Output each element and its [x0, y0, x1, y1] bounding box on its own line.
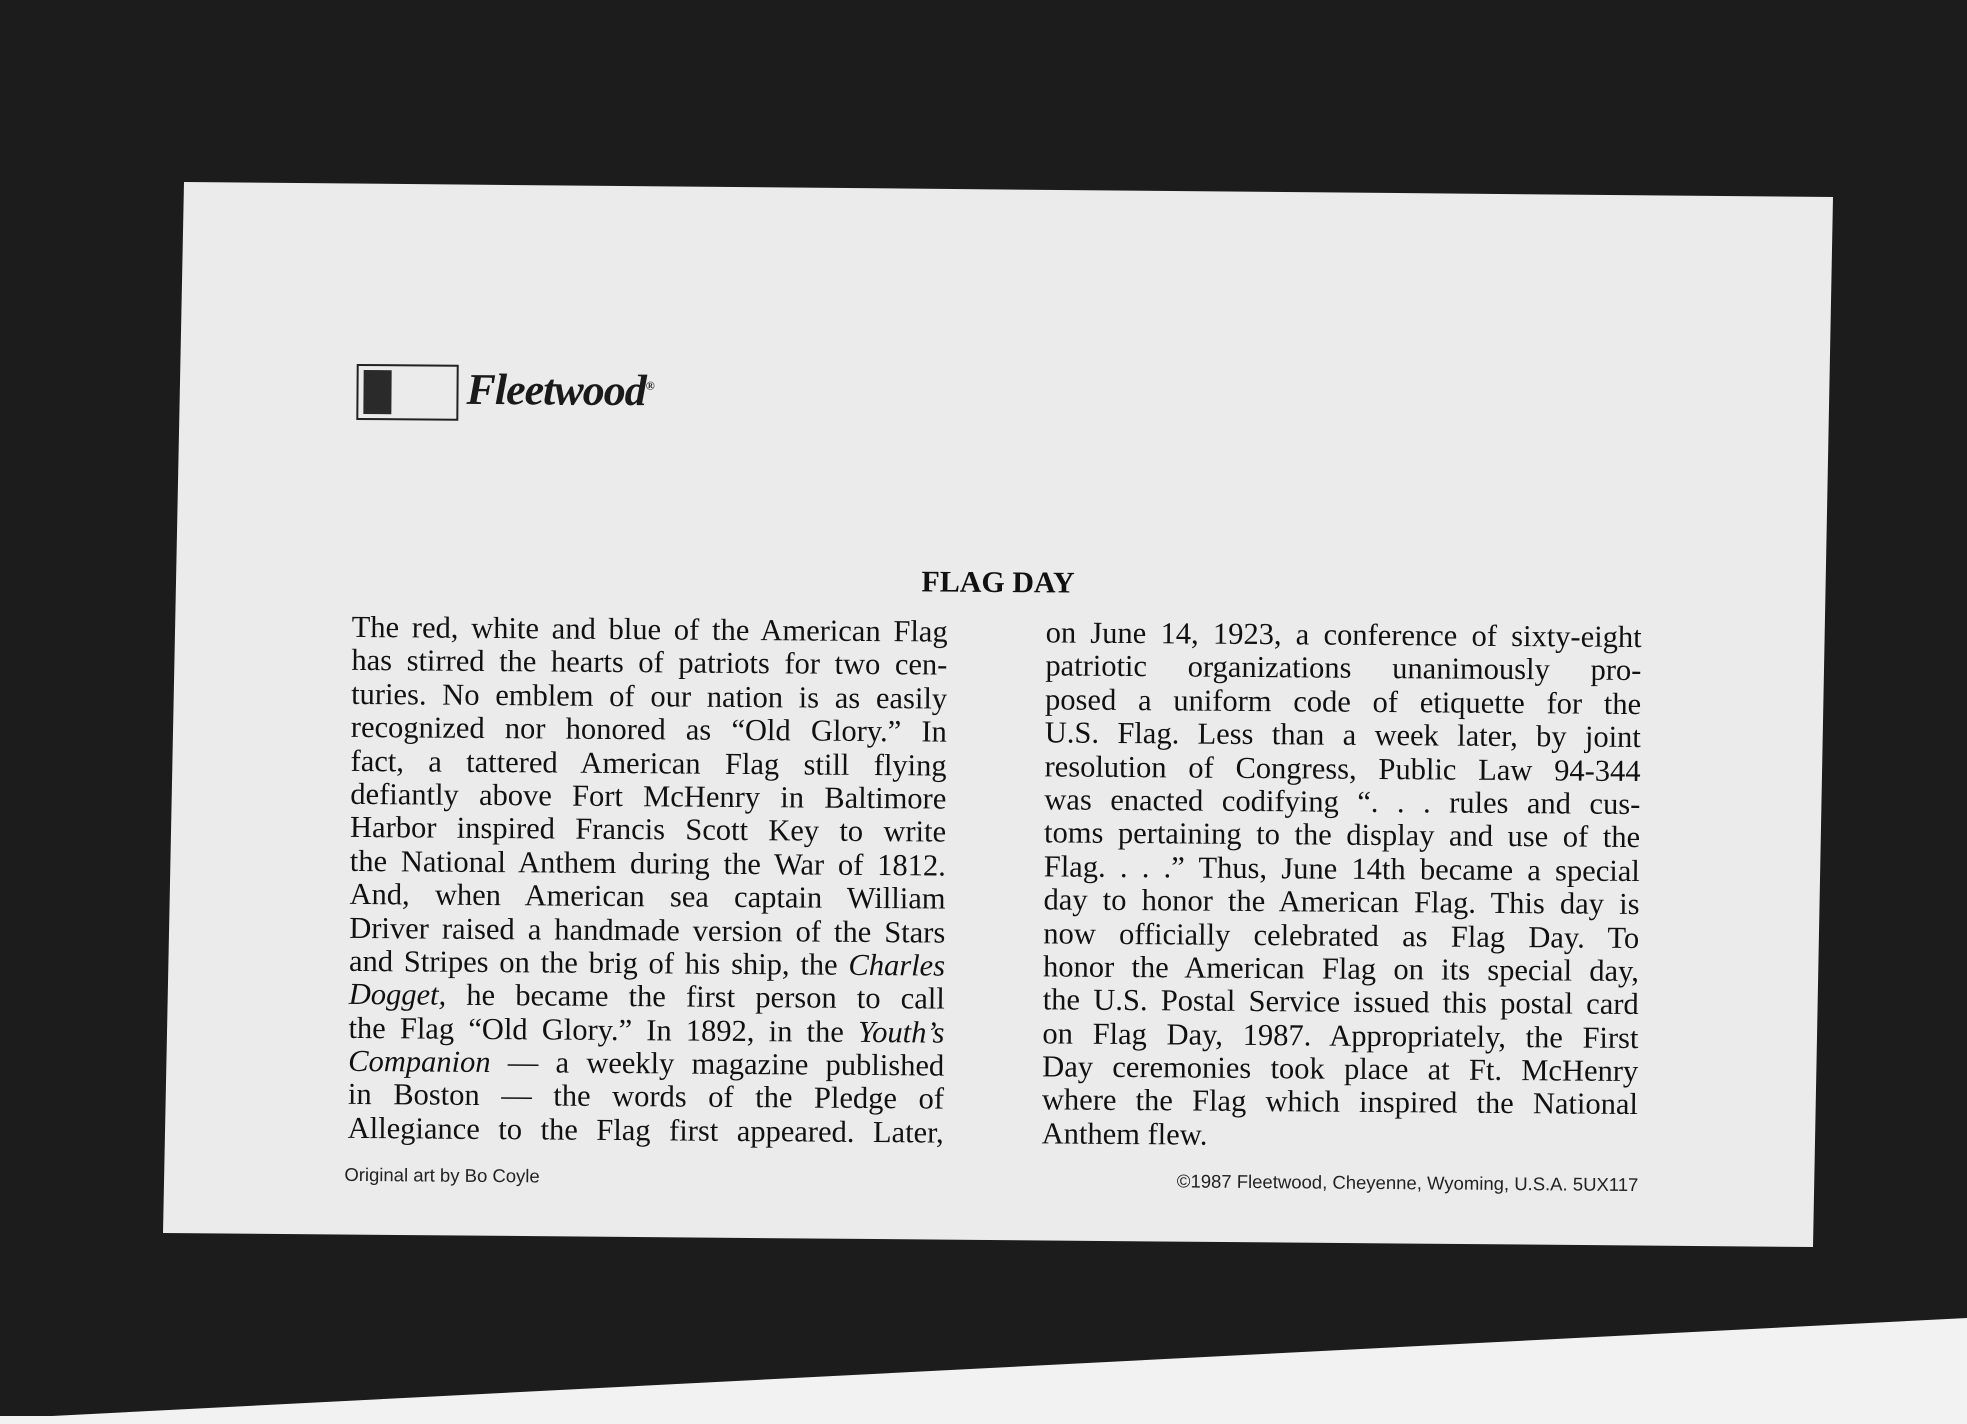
- body-text: posed a uniform code of etiquette for the: [1044, 682, 1642, 721]
- body-text: toms pertaining to the display and use of the: [1043, 815, 1641, 855]
- body-text: Allegiance to the Flag first appeared. Later,: [347, 1110, 944, 1150]
- body-text: resolution of Congress, Public Law 94-344: [1044, 748, 1641, 788]
- body-text: recognized nor honored as “Old Glory.” In: [350, 710, 948, 749]
- text-line: [348, 1112, 944, 1150]
- body-text: The red, white and blue of the American Flag: [351, 609, 948, 649]
- fleetwood-logo-text: [466, 364, 654, 416]
- left-column: [348, 611, 948, 1150]
- body-text: and Stripes on the brig of his ship, the: [348, 943, 849, 982]
- page-title: FLAG DAY: [921, 565, 1075, 600]
- italic-text: Charles: [848, 947, 946, 983]
- body-text: turies. No emblem of our nation is as easily: [351, 676, 948, 716]
- body-text: patriotic organizations unanimously pro-: [1045, 648, 1642, 688]
- body-text: the National Anthem during the War of 1812.: [349, 843, 946, 883]
- body-text: — a weekly magazine published: [490, 1045, 945, 1083]
- body-text: now officially celebrated as Flag Day. To: [1043, 915, 1640, 955]
- italic-text: Youth’s: [857, 1014, 945, 1050]
- body-text: has stirred the hearts of patriots for two cen-: [351, 643, 948, 682]
- logo-wordmark: Fleetwood: [466, 364, 646, 416]
- body-text: fact, a tattered American Flag still flying: [350, 743, 947, 783]
- text-line: [1042, 1117, 1638, 1155]
- body-text: honor the American Flag on its special day,: [1042, 949, 1640, 988]
- logo-fill: [363, 370, 391, 414]
- body-text: was enacted codifying “. . . rules and cus-: [1044, 782, 1641, 822]
- body-text: where the Flag which inspired the National: [1041, 1082, 1639, 1122]
- body-text: on June 14, 1923, a conference of sixty-eight: [1045, 615, 1642, 655]
- italic-text: Dogget,: [348, 977, 447, 1012]
- body-text: he became the first person to call: [446, 977, 945, 1016]
- right-column: [1042, 616, 1642, 1155]
- body-text: Flag. . . .” Thus, June 14th became a special: [1043, 849, 1640, 888]
- body-text: Day ceremonies took place at Ft. McHenry: [1042, 1049, 1639, 1089]
- body-text: defiantly above Fort McHenry in Baltimore: [350, 776, 947, 816]
- body-text: the U.S. Postal Service issued this postal card: [1042, 982, 1639, 1022]
- body-text: day to honor the American Flag. This day is: [1043, 882, 1640, 922]
- italic-text: Companion: [348, 1043, 491, 1080]
- body-text: the Flag “Old Glory.” In 1892, in the: [348, 1010, 859, 1049]
- registered-mark: ®: [645, 378, 654, 393]
- copyright-line: ©1987 Fleetwood, Cheyenne, Wyoming, U.S.A. 5UX117: [1176, 1170, 1639, 1196]
- body-text: on Flag Day, 1987. Appropriately, the First: [1042, 1016, 1639, 1055]
- body-text: Anthem flew.: [1041, 1116, 1208, 1152]
- body-text: And, when American sea captain William: [349, 877, 946, 916]
- body-text: Harbor inspired Francis Scott Key to write: [349, 810, 947, 849]
- fleetwood-logo-icon: [356, 364, 458, 421]
- body-text: in Boston — the words of the Pledge of: [347, 1077, 945, 1117]
- body-text: U.S. Flag. Less than a week later, by joint: [1044, 715, 1641, 755]
- art-credit: Original art by Bo Coyle: [344, 1163, 540, 1187]
- body-text: Driver raised a handmade version of the Stars: [349, 910, 946, 950]
